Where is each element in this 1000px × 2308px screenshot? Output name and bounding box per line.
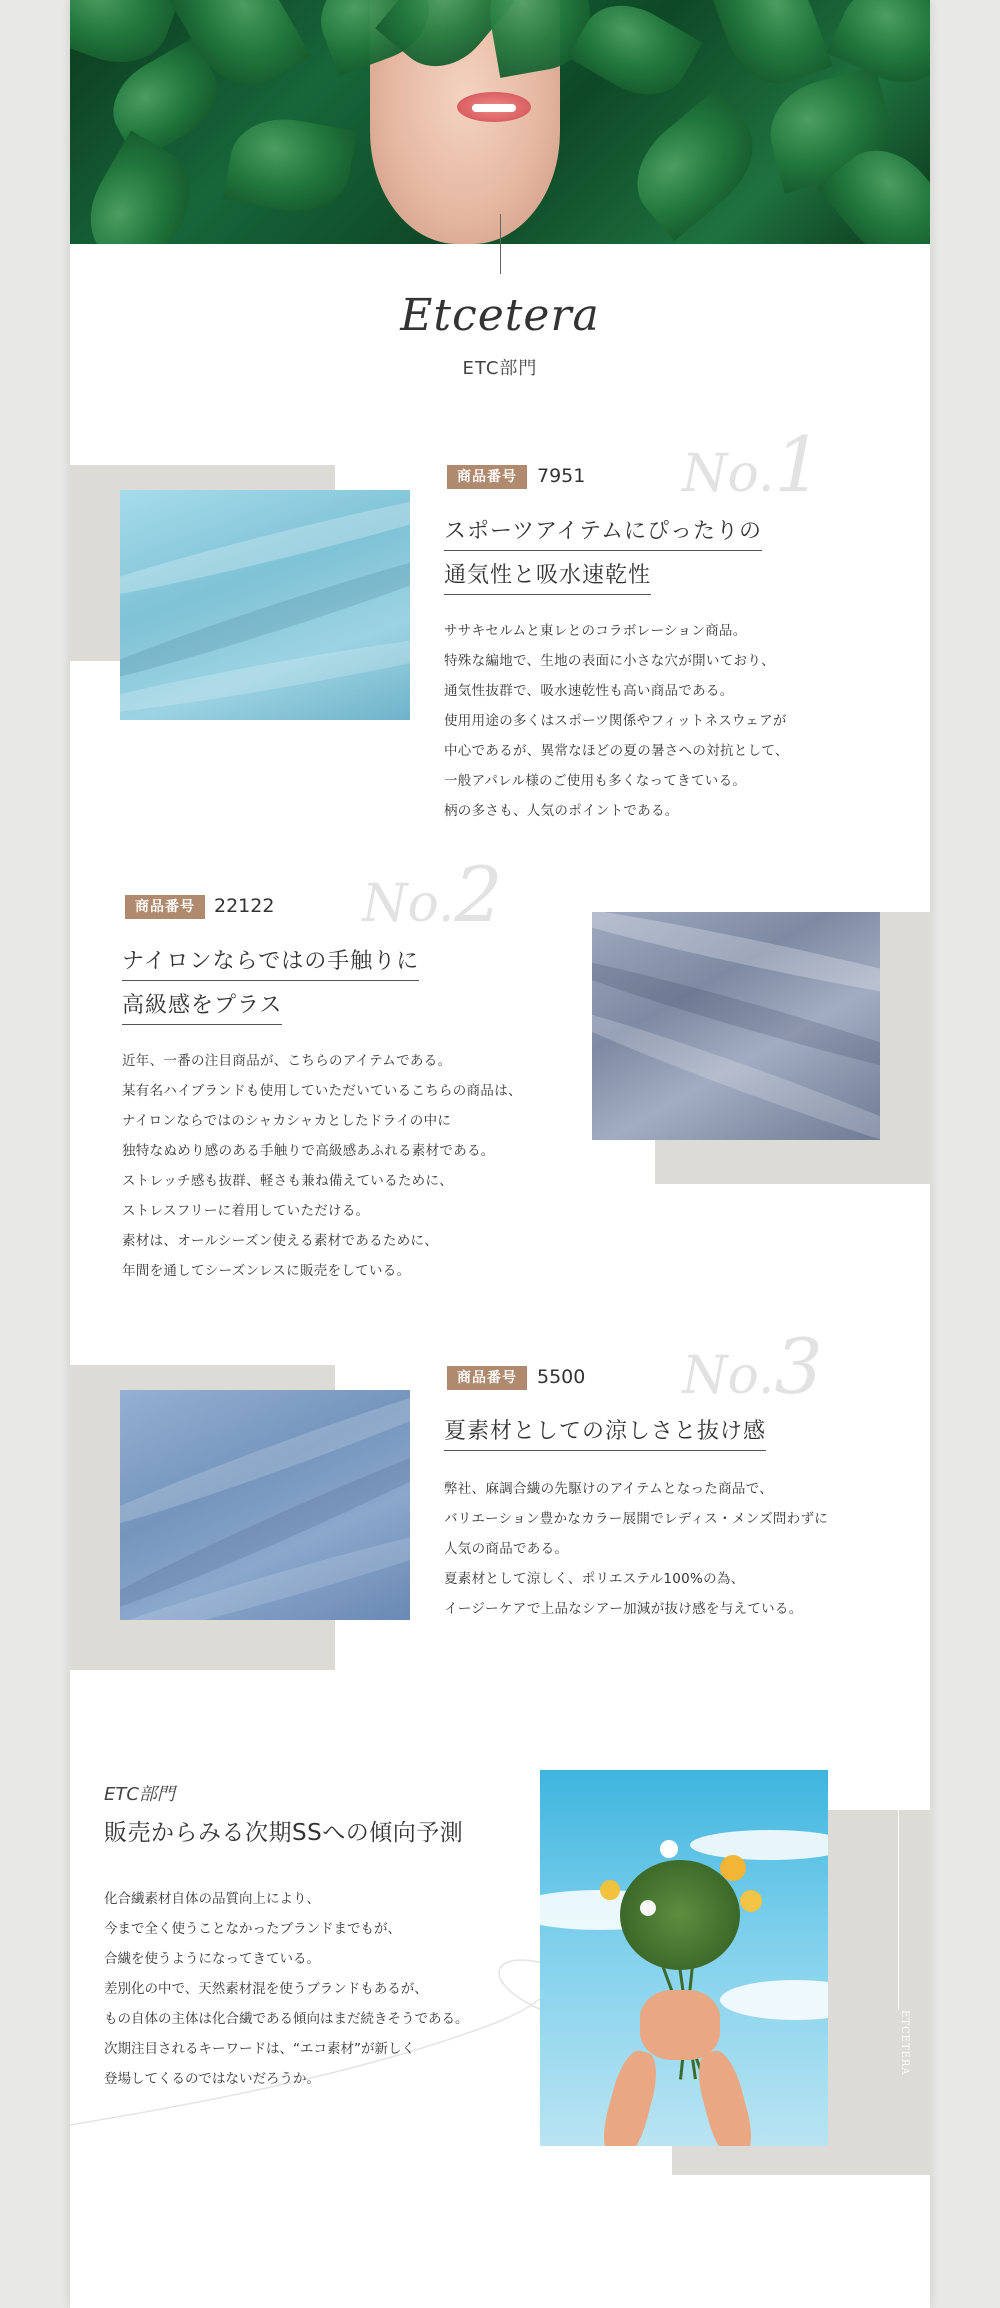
product-code-badge: 商品番号 bbox=[125, 895, 205, 919]
product-image bbox=[120, 490, 410, 720]
product-image bbox=[120, 1390, 410, 1620]
page bbox=[70, 0, 930, 2308]
vertical-label: ETCETERA bbox=[899, 2010, 910, 2076]
product-title: 夏素材としての涼しさと抜け感 bbox=[444, 1410, 766, 1454]
product-number-large: No.1 bbox=[682, 420, 823, 509]
trend-title: 販売からみる次期SSへの傾向予測 bbox=[104, 1820, 464, 1846]
product-title: スポーツアイテムにぴったりの 通気性と吸水速乾性 bbox=[444, 510, 762, 598]
product-code: 5500 bbox=[537, 1366, 586, 1388]
trend-image bbox=[540, 1770, 828, 2146]
hero-divider-line bbox=[500, 214, 501, 274]
product-code-badge: 商品番号 bbox=[447, 1366, 527, 1390]
product-code: 7951 bbox=[537, 465, 586, 487]
product-image bbox=[592, 912, 880, 1140]
product-code: 22122 bbox=[214, 895, 275, 917]
vertical-divider bbox=[898, 1810, 899, 2010]
product-description: ササキセルムと東レとのコラボレーション商品。 特殊な編地で、生地の表面に小さな穴が開いており、 通気性抜群で、吸水速乾性も高い商品である。 使用用途の多くはスポーツ関係やフィットネスウェアが 中心であるが、異常なほどの夏の暑さへの対抗として、 一般アパレル様のご使用も多くなってきている。 柄の多さも、人気のポイントである。 bbox=[444, 623, 789, 819]
product-code-badge: 商品番号 bbox=[447, 465, 527, 489]
section-title: Etcetera bbox=[400, 290, 600, 341]
product-description: 近年、一番の注目商品が、こちらのアイテムである。 某有名ハイブランドも使用していただいているこちらの商品は、 ナイロンならではのシャカシャカとしたドライの中に 独特なぬめり感のある手触りで高級感あふれる素材である。 ストレッチ感も抜群、軽さも兼ね備えているために、 ストレスフリーに着用していただける。 素材は、オールシーズン使える素材であるために、 年間を通してシーズンレスに販売をしている。 bbox=[122, 1053, 522, 1279]
product-description: 弊社、麻調合繊の先駆けのアイテムとなった商品で、 バリエーション豊かなカラー展開でレディス・メンズ問わずに 人気の商品である。 夏素材として涼しく、ポリエステル100%の為、 イージーケアで上品なシアー加減が抜け感を与えている。 bbox=[444, 1481, 829, 1617]
trend-description: 化合繊素材自体の品質向上により、 今まで全く使うことなかったブランドまでもが、 合繊を使うようになってきている。 差別化の中で、天然素材混を使うブランドもあるが、 もの自体の主体は化合繊である傾向はまだ続きそうである。 次期注目されるキーワードは、“エコ素材”が新しく 登場してくるのではないだろうか。 bbox=[104, 1891, 469, 2087]
hero-image bbox=[70, 0, 930, 244]
product-title: ナイロンならではの手触りに 高級感をプラス bbox=[122, 940, 419, 1028]
section-subtitle: ETC部門 bbox=[462, 358, 538, 379]
product-number-large: No.3 bbox=[682, 1322, 823, 1411]
product-number-large: No.2 bbox=[362, 850, 503, 939]
trend-label: ETC部門 bbox=[104, 1784, 175, 1805]
